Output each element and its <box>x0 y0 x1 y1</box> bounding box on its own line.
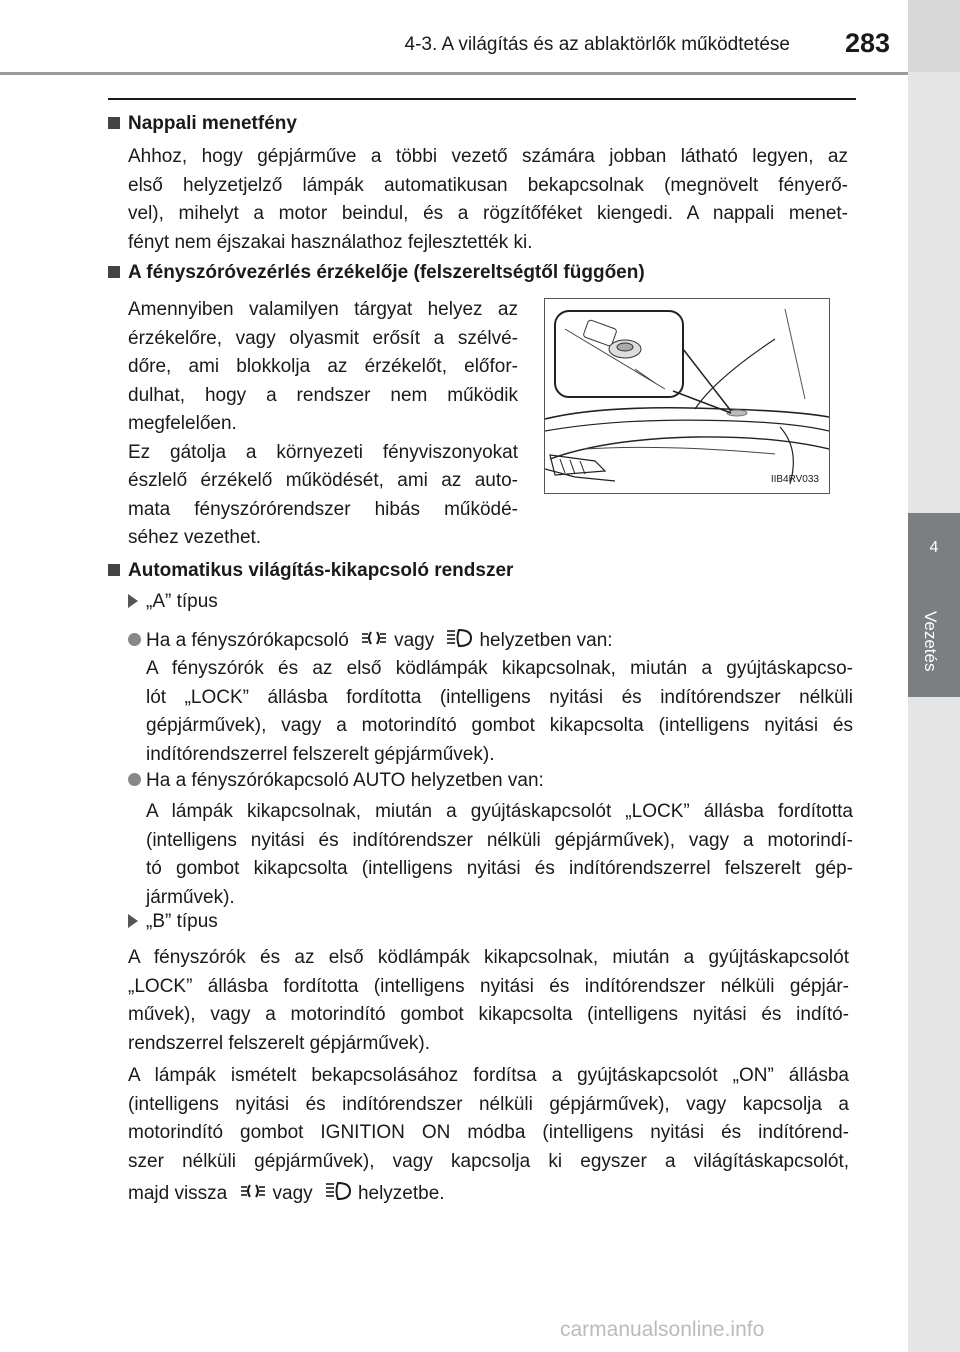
text-line: (intelligens nyitási és indítórendszer nélküli gépjárművek), vagy a motorindí- <box>146 829 853 851</box>
text-line: észlelő érzékelő működését, ami az auto- <box>128 470 518 491</box>
text-line: lót „LOCK” állásba fordította (intelligens nyitási és indítórendszer nélküli <box>146 686 853 708</box>
text-line: járművek). <box>146 886 235 908</box>
heading-square-icon <box>108 266 120 278</box>
parking-lights-icon <box>360 629 388 653</box>
heading-square-icon <box>108 117 120 129</box>
text-line: A lámpák ismételt bekapcsolásához fordítsa a gyújtáskapcsolót „ON” állásba <box>128 1065 849 1086</box>
final-line <box>128 1180 445 1208</box>
text-line: dőre, ami blokkolja az érzékelőt, előfor- <box>128 356 518 377</box>
text-line: szer nélküli gépjárművek), vagy kapcsolja ki egyszer a világításkapcsolót, <box>128 1150 849 1172</box>
type-b-paragraph-2 <box>128 1062 849 1176</box>
page-number: 283 <box>844 28 890 58</box>
arrow-right-icon <box>128 594 138 608</box>
bullet-auto-switch <box>128 770 544 792</box>
text-line: fényt nem éjszakai használathoz fejlesztették ki. <box>128 231 533 253</box>
heading-square-icon <box>108 564 120 576</box>
windshield-sensor-drawing <box>545 299 829 493</box>
text-line: művek), vagy a motorindító gombot kikapcsolta (intelligens nyitási és indító- <box>128 1004 849 1025</box>
headlights-icon <box>445 627 473 655</box>
type-b-text: „B” típus <box>146 911 218 932</box>
text-line: (intelligens nyitási és indítórendszer nélküli gépjárművek), vagy kapcsolja a <box>128 1093 849 1115</box>
headlights-icon <box>324 1180 352 1208</box>
sensor-illustration <box>544 298 830 494</box>
bullet-text: Ha a fényszórókapcsoló <box>146 630 349 652</box>
bullet-text: Ha a fényszórókapcsoló AUTO helyzetben van: <box>146 770 544 791</box>
bullet1-body <box>146 655 853 769</box>
arrow-right-icon <box>128 914 138 928</box>
paragraph-daytime-lights <box>128 143 848 257</box>
text-line: rendszerrel felszerelt gépjárművek). <box>128 1032 431 1054</box>
bullet2-body <box>146 798 853 912</box>
content-top-rule <box>108 98 856 100</box>
heading-text: Automatikus világítás-kikapcsoló rendszer <box>128 560 514 581</box>
type-a-text: „A” típus <box>146 591 218 612</box>
text-line: A fényszórók és az első ködlámpák kikapcsolnak, miután a gyújtáskapcsolót <box>128 947 849 968</box>
illustration-code: IIB4RV033 <box>770 474 819 485</box>
final-text: vagy <box>272 1183 313 1205</box>
bullet-dot-icon <box>128 773 141 786</box>
bullet-text: helyzetben van: <box>479 630 613 652</box>
type-b-label <box>128 911 218 933</box>
text-line: Ez gátolja a környezeti fényviszonyokat <box>128 441 518 463</box>
parking-lights-icon <box>239 1182 267 1206</box>
bullet-text: vagy <box>394 630 435 652</box>
heading-text: Nappali menetfény <box>128 113 297 134</box>
paragraph-light-sensor <box>128 296 518 553</box>
text-line: „LOCK” állásba fordította (intelligens nyitási és indítórendszer nélküli gépjár- <box>128 975 849 997</box>
type-b-paragraph-1 <box>128 944 849 1058</box>
text-line: gépjárművek), vagy a motorindító gombot kikapcsolta (intelligens nyitási és <box>146 715 853 736</box>
chapter-tab-label: Vezetés <box>921 611 940 672</box>
header-rule <box>0 72 908 75</box>
bullet-dot-icon <box>128 633 141 646</box>
chapter-tab-number: 4 <box>929 539 939 556</box>
text-line: első helyzetjelző lámpák automatikusan bekapcsolnak (megnövelt fényerő- <box>128 174 848 196</box>
text-line: érzékelőre, vagy olyasmit erősít a szélvé- <box>128 327 518 349</box>
text-line: tó gombot kikapcsolta (intelligens nyitási és indítórendszerrel felszerelt gép- <box>146 858 853 879</box>
section-heading-daytime-lights <box>108 113 297 135</box>
text-line: Amennyiben valamilyen tárgyat helyez az <box>128 299 518 320</box>
text-line: mata fényszórórendszer hibás működé- <box>128 498 518 520</box>
text-line: Ahhoz, hogy gépjárműve a többi vezető számára jobban látható legyen, az <box>128 146 848 167</box>
text-line: séhez vezethet. <box>128 527 262 548</box>
side-top-strip <box>908 0 960 72</box>
text-line: A lámpák kikapcsolnak, miután a gyújtáskapcsolót „LOCK” állásba fordította <box>146 801 853 822</box>
type-a-label <box>128 591 218 613</box>
text-line: megfelelően. <box>128 413 237 434</box>
text-line: vel), mihelyt a motor beindul, és a rögzítőféket kiengedi. A nappali menet- <box>128 203 848 224</box>
section-heading-light-sensor <box>108 262 645 284</box>
watermark: carmanualsonline.info <box>560 1318 765 1341</box>
final-text: majd vissza <box>128 1183 228 1205</box>
side-strip-lower <box>908 697 960 1352</box>
header-section-title: 4-3. A világítás és az ablaktörlők működtetése <box>404 34 790 55</box>
text-line: dulhat, hogy a rendszer nem működik <box>128 384 518 406</box>
text-line: A fényszórók és az első ködlámpák kikapcsolnak, miután a gyújtáskapcso- <box>146 658 853 679</box>
heading-text: A fényszóróvezérlés érzékelője (felszereltségtől függően) <box>128 262 645 283</box>
text-line: indítórendszerrel felszerelt gépjárművek). <box>146 743 495 765</box>
final-text: helyzetbe. <box>357 1183 445 1205</box>
text-line: motorindító gombot IGNITION ON módba (intelligens nyitási és indítórend- <box>128 1122 849 1143</box>
side-strip <box>908 72 960 513</box>
chapter-tab[interactable] <box>908 513 960 697</box>
bullet-headlight-switch <box>128 627 613 655</box>
section-heading-auto-off <box>108 560 513 582</box>
